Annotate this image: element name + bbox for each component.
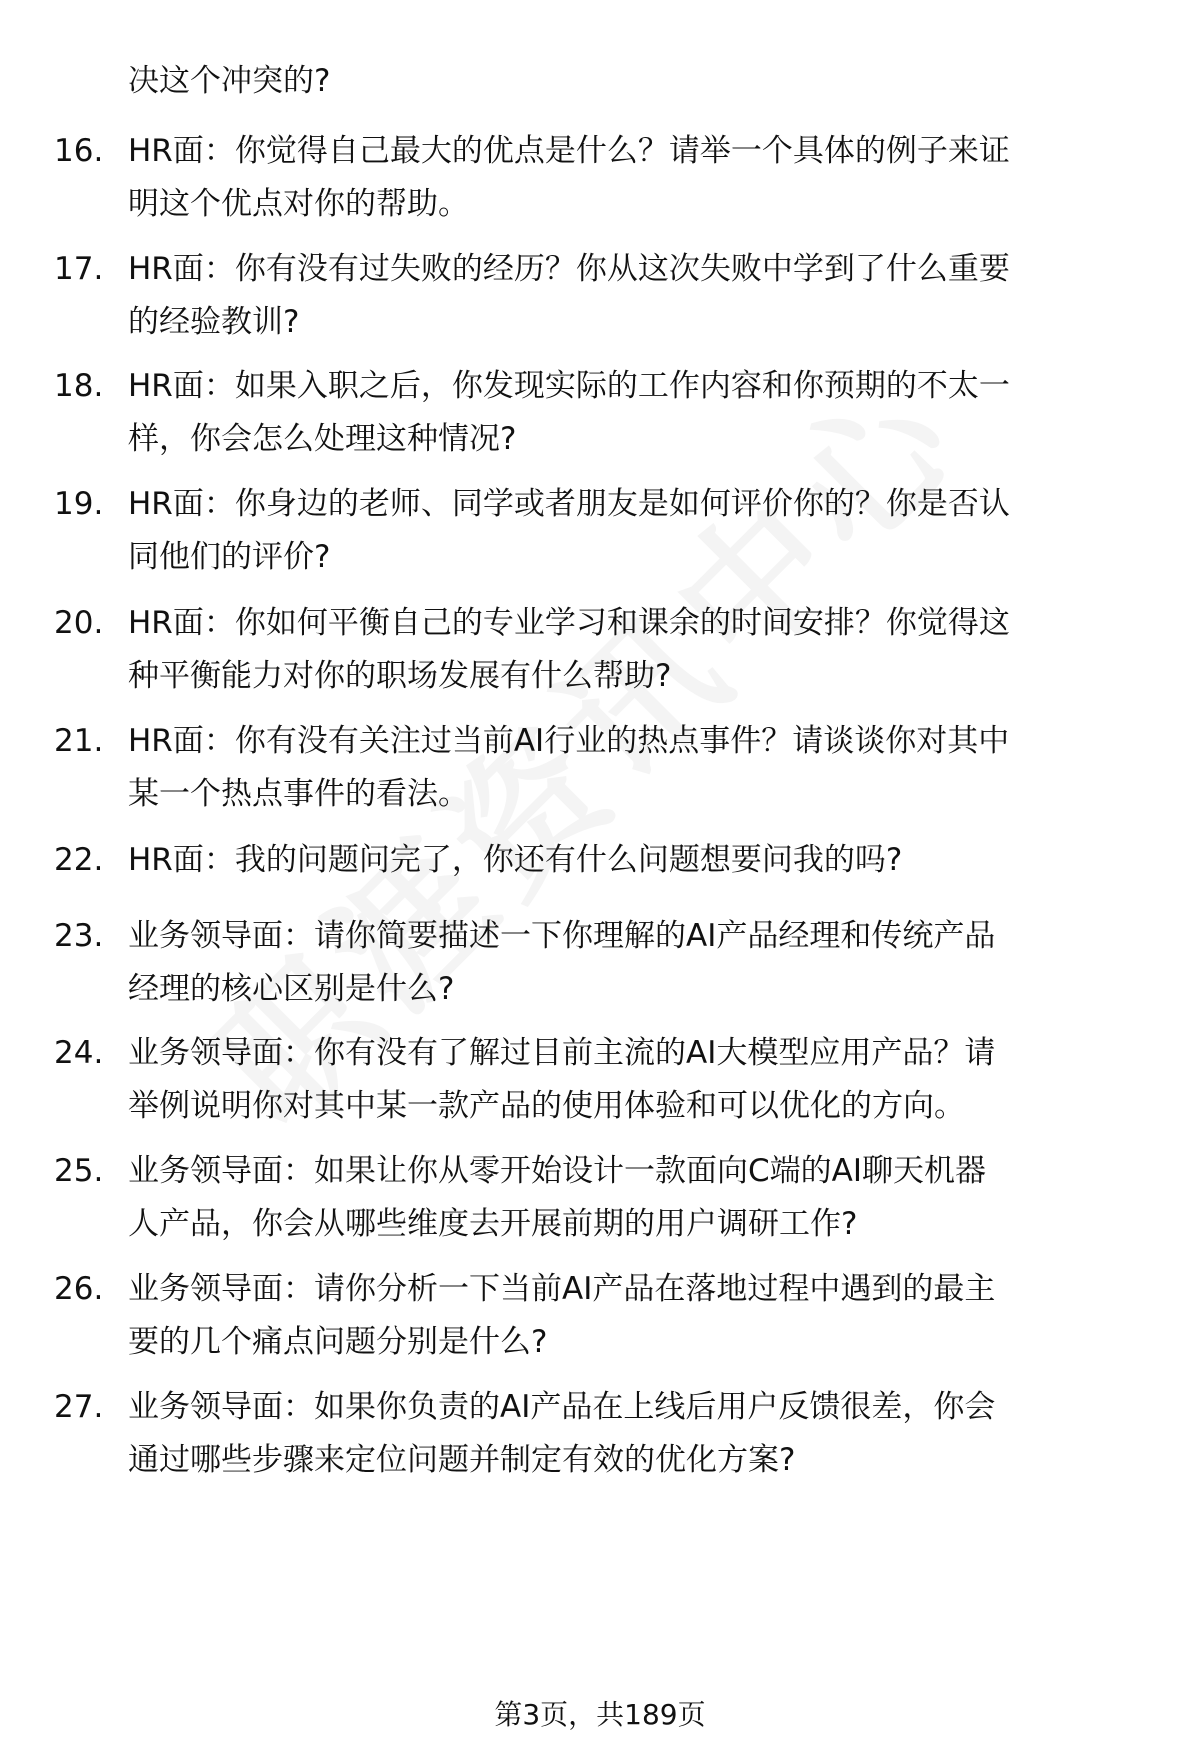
question-text-line: HR面：你觉得自己最大的优点是什么？请举一个具体的例子来证	[128, 133, 1010, 169]
question-text-line: 业务领导面：如果你负责的AI产品在上线后用户反馈很差，你会	[128, 1389, 996, 1425]
question-number: 17.	[54, 251, 104, 287]
question-item	[0, 1027, 1200, 1137]
continuation-line: 决这个冲突的?	[128, 63, 331, 99]
question-text-line: 举例说明你对其中某一款产品的使用体验和可以优化的方向。	[128, 1088, 965, 1124]
question-number: 19.	[54, 486, 104, 522]
question-text-line: HR面：你身边的老师、同学或者朋友是如何评价你的？你是否认	[128, 486, 1010, 522]
question-number: 23.	[54, 918, 104, 954]
question-text-line: HR面：你如何平衡自己的专业学习和课余的时间安排？你觉得这	[128, 605, 1010, 641]
question-number: 24.	[54, 1035, 104, 1071]
question-text-line: HR面：如果入职之后，你发现实际的工作内容和你预期的不太一	[128, 368, 1010, 404]
question-text-line: 业务领导面：如果让你从零开始设计一款面向C端的AI聊天机器	[128, 1153, 986, 1189]
question-item	[0, 1145, 1200, 1255]
question-text-line: 某一个热点事件的看法。	[128, 776, 469, 812]
question-number: 20.	[54, 605, 104, 641]
question-item	[0, 1263, 1200, 1373]
question-number: 22.	[54, 842, 104, 878]
question-text-line: 经理的核心区别是什么?	[128, 971, 455, 1007]
question-text-line: 要的几个痛点问题分别是什么?	[128, 1324, 548, 1360]
question-item	[0, 243, 1200, 353]
question-text-line: 人产品，你会从哪些维度去开展前期的用户调研工作?	[128, 1206, 858, 1242]
question-text-line: HR面：你有没有过失败的经历？你从这次失败中学到了什么重要	[128, 251, 1010, 287]
question-number: 27.	[54, 1389, 104, 1425]
question-number: 18.	[54, 368, 104, 404]
question-text-line: HR面：你有没有关注过当前AI行业的热点事件？请谈谈你对其中	[128, 723, 1010, 759]
question-text-line: HR面：我的问题问完了，你还有什么问题想要问我的吗?	[128, 842, 903, 878]
question-text-line: 业务领导面：请你分析一下当前AI产品在落地过程中遇到的最主	[128, 1271, 996, 1307]
question-text-line: 明这个优点对你的帮助。	[128, 186, 469, 222]
question-item	[0, 597, 1200, 707]
page-footer: 第3页，共189页	[494, 1698, 706, 1731]
question-text-line: 业务领导面：你有没有了解过目前主流的AI大模型应用产品？请	[128, 1035, 996, 1071]
question-number: 26.	[54, 1271, 104, 1307]
question-number: 21.	[54, 723, 104, 759]
question-text-line: 的经验教训?	[128, 304, 300, 340]
question-number: 16.	[54, 133, 104, 169]
question-text-line: 同他们的评价?	[128, 539, 331, 575]
question-text-line: 种平衡能力对你的职场发展有什么帮助?	[128, 658, 672, 694]
question-item	[0, 715, 1200, 825]
question-item	[0, 360, 1200, 470]
question-item	[0, 125, 1200, 235]
question-text-line: 样，你会怎么处理这种情况?	[128, 421, 517, 457]
question-text-line: 通过哪些步骤来定位问题并制定有效的优化方案?	[128, 1442, 796, 1478]
question-text-line: 业务领导面：请你简要描述一下你理解的AI产品经理和传统产品	[128, 918, 996, 954]
question-item	[0, 910, 1200, 1020]
question-item	[0, 1381, 1200, 1491]
question-item	[0, 478, 1200, 588]
question-number: 25.	[54, 1153, 104, 1189]
